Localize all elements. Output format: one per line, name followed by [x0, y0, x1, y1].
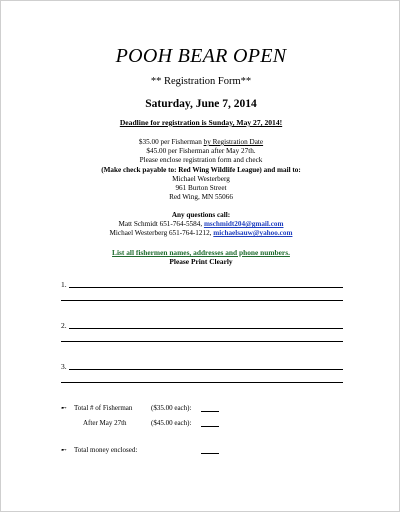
mail-name: Michael Westerberg	[172, 174, 230, 183]
contact-1	[1, 220, 400, 229]
form-title: POOH BEAR OPEN	[115, 45, 287, 67]
contact-2-text: Michael Westerberg 651-764-1212,	[109, 229, 214, 238]
contact-block	[1, 211, 400, 239]
questions-heading: Any questions call:	[171, 211, 231, 219]
arrow-icon: ➸	[61, 404, 67, 412]
entry-1-line-2[interactable]	[61, 300, 343, 301]
entry-1-line-1[interactable]	[69, 287, 343, 288]
payable-instruction: (Make check payable to: Red Wing Wildlife League) and mail to:	[101, 165, 301, 174]
mail-street: 961 Burton Street	[175, 184, 227, 193]
deadline-notice: Deadline for registration is Sunday, May 27, 2014!	[119, 118, 283, 127]
after-may-blank[interactable]	[201, 419, 219, 429]
entry-2-line-1[interactable]	[69, 328, 343, 329]
fee-line-1-text: $35.00 per Fisherman	[138, 138, 204, 146]
list-all-instruction: List all fishermen names, addresses and phone numbers.	[112, 248, 290, 257]
enclose-instruction: Please enclose registration form and check	[139, 156, 263, 165]
contact-2	[1, 229, 400, 238]
total-money-blank[interactable]	[201, 446, 219, 456]
contact-2-email-link[interactable]: michaelsauw@yahoo.com	[213, 229, 293, 238]
entry-number: 3.	[61, 362, 67, 371]
fee-line-1-underlined: by Registration Date	[203, 138, 264, 146]
fee-line-1	[1, 138, 400, 147]
instructions-block	[1, 248, 400, 266]
event-date: Saturday, June 7, 2014	[145, 98, 257, 110]
total-fisherman-label: Total # of Fisherman	[74, 404, 133, 412]
entry-3-line-2[interactable]	[61, 382, 343, 383]
after-may-label: After May 27th	[83, 419, 127, 427]
form-subtitle: ** Registration Form**	[150, 76, 252, 87]
entry-2-line-2[interactable]	[61, 341, 343, 342]
fee-line-2: $45.00 per Fisherman after May 27th.	[146, 147, 256, 156]
price-35-label: ($35.00 each):	[151, 404, 192, 412]
entry-number: 1.	[61, 280, 67, 289]
price-45-label: ($45.00 each):	[151, 419, 192, 427]
mail-city: Red Wing, MN 55066	[169, 193, 233, 202]
print-clearly-instruction: Please Print Clearly	[169, 257, 233, 267]
contact-1-email-link[interactable]: mschmidt204@gmail.com	[203, 220, 284, 229]
entry-3-line-1[interactable]	[69, 369, 343, 370]
total-fisherman-blank[interactable]	[201, 404, 219, 414]
arrow-icon: ➸	[61, 446, 67, 454]
fee-block	[1, 138, 400, 202]
entry-number: 2.	[61, 321, 67, 330]
total-money-label: Total money enclosed:	[74, 446, 138, 454]
contact-1-text: Matt Schmidt 651-764-5584,	[118, 220, 204, 229]
